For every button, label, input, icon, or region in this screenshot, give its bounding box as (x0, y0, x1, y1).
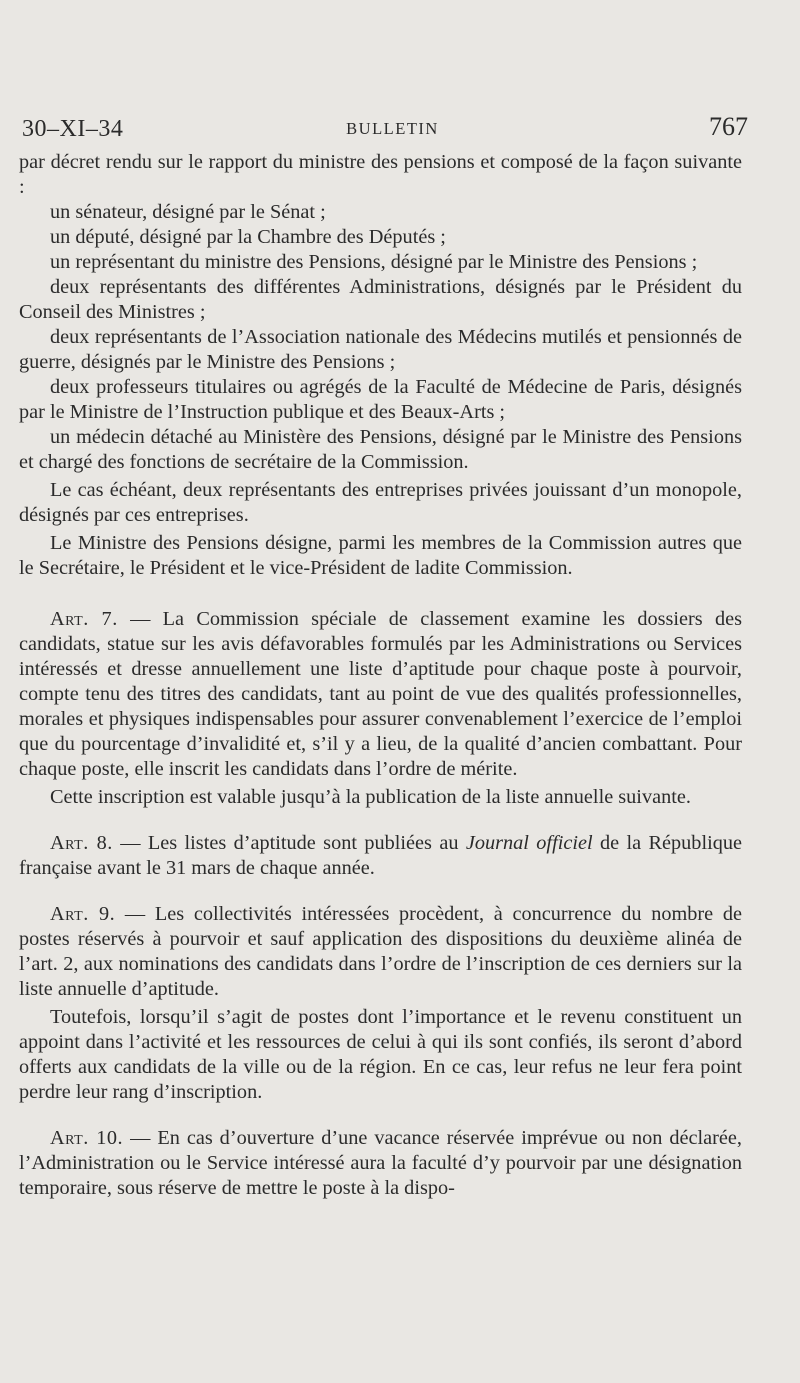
article-9-followup: Toutefois, lorsqu’il s’agit de postes dont l’importance et le revenu constituent un appoint dans l’activité et les ressources de celui à qui ils sont confiés, ils seront d’abord offerts aux candidats de la ville ou de la région. En ce cas, leur refus ne leur fera point perdre leur rang d’inscription. (19, 1006, 742, 1103)
article-10 (19, 1126, 742, 1201)
article-9-text: — Les collectivités intéressées procèdent, à concurrence du nombre de postes réservés à pourvoir et sauf application des dispositions du deuxième alinéa de l’art. 2, aux nominations des candidats dans l’ordre de l’inscription de ces derniers sur la liste annuelle d’aptitude. (19, 903, 742, 1000)
paragraph-monopole: Le cas échéant, deux représentants des entreprises privées jouissant d’un monopole, désignés par ces entreprises. (19, 479, 742, 526)
article-7-text: — La Commission spéciale de classement examine les dossiers des candidats, statue sur les avis défavorables formulés par les Administrations ou Services intéressés et dresse annuellement une liste d’aptitude pour chaque poste à pourvoir, compte tenu des titres des candidats, tant au point de vue des qualités professionnelles, morales et physiques indispensables pour assurer convenablement l’exercice de l’emploi que du pourcentage d’invalidité et, s’il y a lieu, de la qualité d’ancien combattant. Pour chaque poste, elle inscrit les candidats dans l’ordre de mérite. (19, 608, 742, 780)
header-date: 30–XI–34 (22, 116, 124, 142)
member-senateur: un sénateur, désigné par le Sénat ; (50, 201, 326, 223)
article-9 (19, 902, 742, 1002)
article-8-label: Art. 8. (50, 832, 113, 854)
running-header (19, 112, 748, 150)
header-title: BULLETIN (346, 119, 439, 138)
member-depute: un député, désigné par la Chambre des Députés ; (50, 226, 446, 248)
member-medecin: un médecin détaché au Ministère des Pensions, désigné par le Ministre des Pensions et chargé des fonctions de secrétaire de la Commission. (19, 426, 742, 473)
article-8 (19, 831, 742, 881)
paragraph-designation: Le Ministre des Pensions désigne, parmi les membres de la Commission autres que le Secrétaire, le Président et le vice-Président de ladite Commission. (19, 532, 742, 579)
article-7-label: Art. 7. (50, 608, 118, 630)
member-representants-association: deux représentants de l’Association nationale des Médecins mutilés et pensionnés de guerre, désignés par le Ministre des Pensions ; (19, 326, 742, 373)
body-text (19, 150, 742, 1201)
page-number: 767 (709, 112, 748, 141)
journal-officiel-title: Journal officiel (465, 832, 593, 854)
member-professeurs: deux professeurs titulaires ou agrégés de la Faculté de Médecine de Paris, désignés par le Ministre de l’Instruction publique et des Beaux-Arts ; (19, 376, 742, 423)
article-7-followup: Cette inscription est valable jusqu’à la publication de la liste annuelle suivante. (50, 786, 691, 808)
member-representants-administrations: deux représentants des différentes Administrations, désignés par le Président du Conseil des Ministres ; (19, 276, 742, 323)
member-representant-ministre: un représentant du ministre des Pensions, désigné par le Ministre des Pensions ; (50, 251, 698, 273)
article-10-text: — En cas d’ouverture d’une vacance réservée imprévue ou non déclarée, l’Administration ou le Service intéressé aura la faculté d’y pourvoir par une désignation temporaire, sous réserve de mettre le poste à la dispo- (19, 1127, 743, 1199)
article-8-text-before: — Les listes d’aptitude sont publiées au (112, 832, 466, 854)
article-7 (19, 607, 742, 782)
article-8-text-after: de la République française avant le 31 mars de chaque année. (19, 832, 742, 879)
intro-paragraph: par décret rendu sur le rapport du ministre des pensions et composé de la façon suivante : (19, 151, 742, 198)
article-10-label: Art. 10. (50, 1127, 124, 1149)
article-9-label: Art. 9. (50, 903, 116, 925)
